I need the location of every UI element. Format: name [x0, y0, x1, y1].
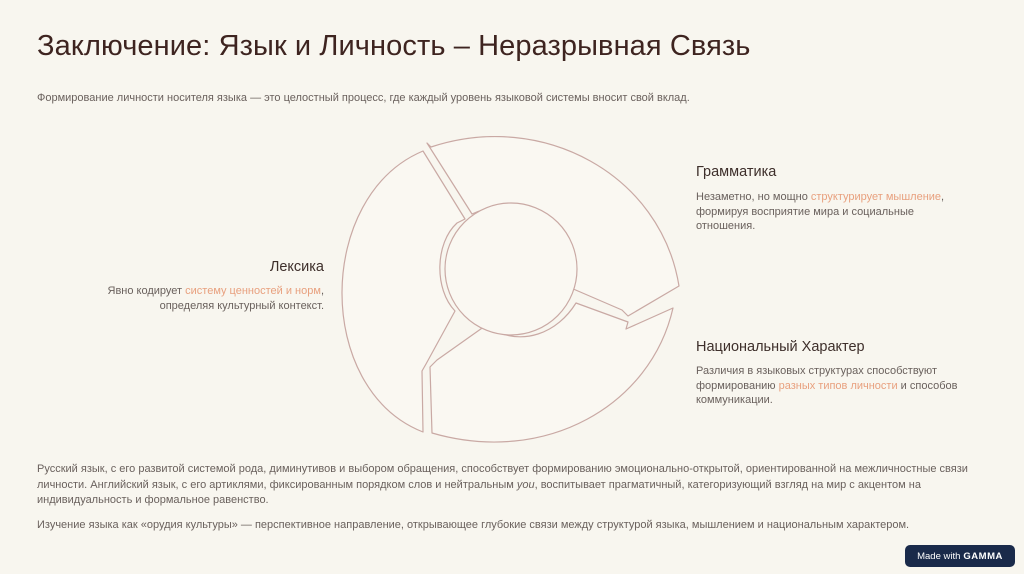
national-highlight: разных типов личности	[778, 379, 898, 392]
segment-national	[430, 303, 673, 442]
grammar-description: Незаметно, но мощно структурирует мышление, формируя восприятие мира и социальные отношения.	[696, 191, 945, 232]
lexicon-description: Явно кодирует систему ценностей и норм, определяя культурный контекст.	[107, 285, 324, 312]
lexicon-title: Лексика	[269, 259, 324, 275]
national-character-description: Различия в языковых структурах способствуют формированию разных типов личности и способов коммуникации.	[696, 365, 958, 406]
grammar-title: Грамматика	[696, 164, 777, 180]
conclusion-paragraph-1: Русский язык, с его развитой системой рода, диминутивов и выбором обращения, способствует формированию эмоционально-открытой, ориентированной на межличностные связи личности. Английский язык, с его артиклями, фиксированным порядком слов и нейтральным you, воспитывает прагматичный, категоризующий взгляд на мир с акцентом на индивидуальность и формальное равенство.	[37, 463, 968, 506]
center-circle	[445, 203, 577, 335]
slide-intro: Формирование личности носителя языка — это целостный процесс, где каждый уровень языковой системы вносит свой вклад.	[37, 92, 690, 104]
made-with-gamma-badge[interactable]: Made with GAMMA	[905, 545, 1015, 567]
conclusion-paragraph-2: Изучение языка как «орудия культуры» — перспективное направление, открывающее глубокие связи между структурой языка, мышлением и национальным характером.	[37, 519, 910, 531]
grammar-highlight: структурирует мышление	[810, 191, 942, 203]
slide-title: Заключение: Язык и Личность – Неразрывная Связь	[37, 30, 751, 62]
cycle-diagram	[340, 136, 685, 456]
national-character-title: Национальный Характер	[696, 339, 865, 355]
lexicon-highlight: систему ценностей и норм	[185, 285, 321, 297]
